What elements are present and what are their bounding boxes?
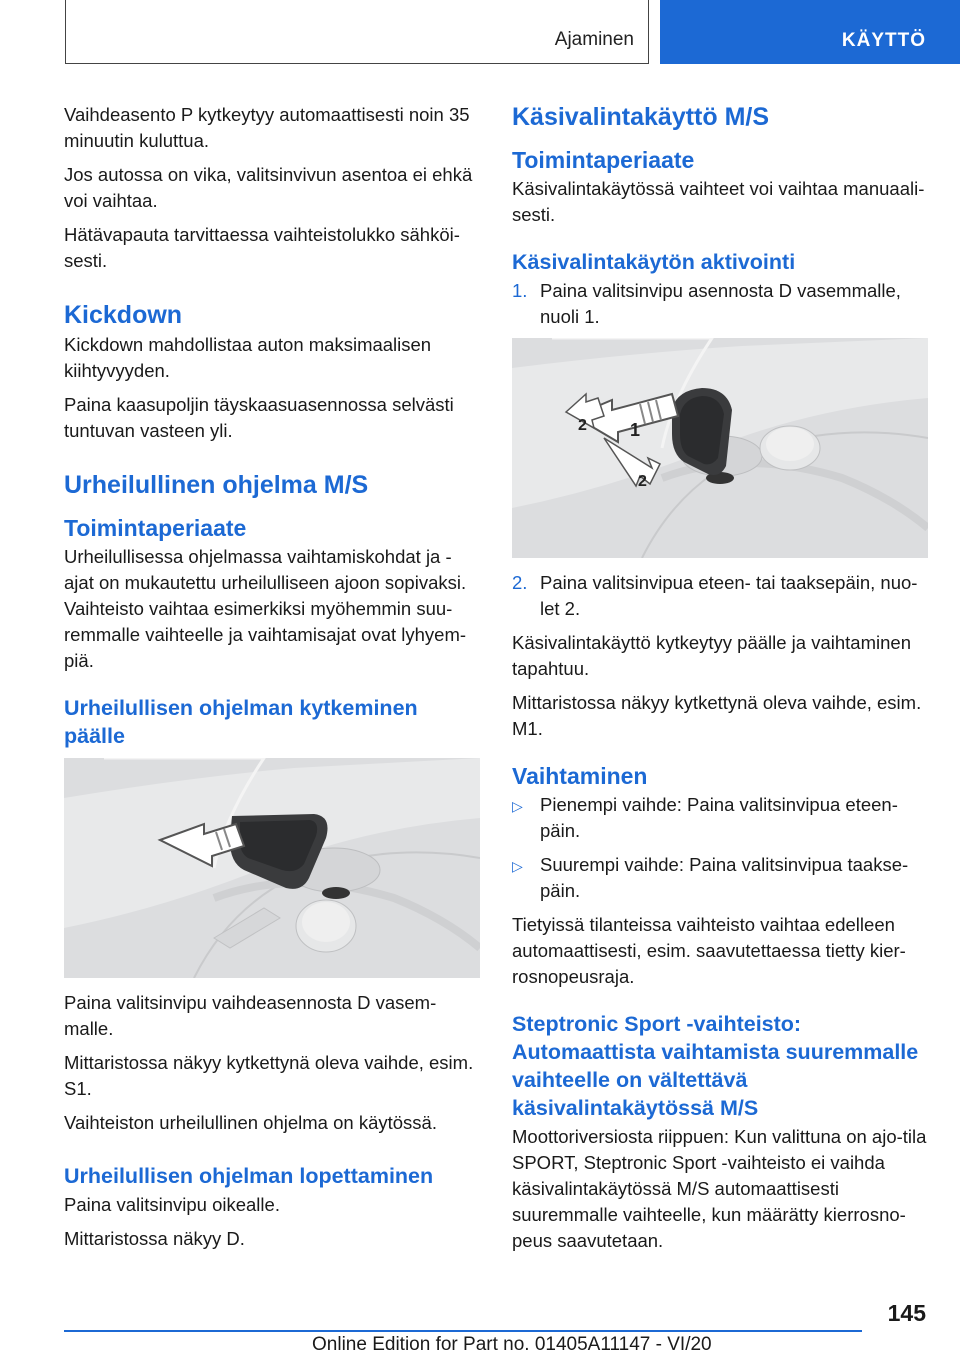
paragraph: Kickdown mahdollistaa auton maksimaalisen kiihtyvyyden.: [64, 334, 432, 381]
header-section-box: [65, 0, 649, 64]
step-text: Paina valitsinvipua eteen- tai taaksepäin, nuo-let 2.: [540, 572, 918, 619]
paragraph: Mittaristossa näkyy D.: [64, 1228, 245, 1249]
gear-selector-illustration-left: [64, 758, 480, 978]
heading-principle: Toimintaperiaate: [64, 515, 247, 541]
paragraph: Tietyissä tilanteissa vaihteisto vaihtaa edelleen automaattisesti, esim. saavutettaessa tietty kier-rosnopeusraja.: [512, 914, 906, 987]
triangle-right-icon: ▷: [512, 798, 523, 814]
paragraph: Käsivalintakäytössä vaihteet voi vaihtaa manuaali-sesti.: [512, 178, 925, 225]
list-item: [512, 570, 928, 622]
paragraph: Käsivalintakäyttö kytkeytyy päälle ja vaihtaminen tapahtuu.: [512, 632, 911, 679]
heading-shifting: Vaihtaminen: [512, 763, 648, 789]
heading-kickdown: Kickdown: [64, 301, 183, 329]
heading-principle: Toimintaperiaate: [512, 147, 695, 173]
list-item: [512, 852, 928, 904]
step-number: 1.: [512, 280, 528, 301]
heading-manual-activation: Käsivalintakäytön aktivointi: [512, 250, 796, 274]
heading-activate-sport: Urheilullisen ohjelman kytkeminen päälle: [64, 696, 418, 748]
bullet-text: Pienempi vaihde: Paina valitsinvipua eteen-päin.: [540, 794, 898, 841]
page-number: 145: [887, 1300, 926, 1326]
paragraph: Jos autossa on vika, valitsinvivun asentoa ei ehkä voi vaihtaa.: [64, 164, 473, 211]
paragraph: Hätävapauta tarvittaessa vaihteistolukko sähköi-sesti.: [64, 224, 460, 271]
gear-selector-illustration-right: [512, 338, 928, 558]
footer-divider: [64, 1330, 862, 1332]
arrow-label-1: 1: [630, 420, 641, 440]
list-item: [512, 792, 928, 844]
step-number: 2.: [512, 572, 528, 593]
heading-manual-mode: Käsivalintakäyttö M/S: [512, 103, 770, 131]
triangle-right-icon: ▷: [512, 858, 523, 874]
paragraph: Vaihdeasento P kytkeytyy automaattisesti noin 35 minuutin kuluttua.: [64, 104, 470, 151]
header-chapter-tab[interactable]: [660, 0, 960, 64]
paragraph: Paina valitsinvipu vaihdeasennosta D vasem-malle.: [64, 992, 437, 1039]
heading-steptronic: Steptronic Sport -vaihteisto: Automaattista vaihtamista suuremmalle vaihteelle on vältettävä käsivalintakäytössä M/S: [512, 1012, 919, 1120]
paragraph: Vaihteiston urheilullinen ohjelma on käytössä.: [64, 1112, 437, 1133]
header-section-title: Ajaminen: [554, 29, 634, 50]
paragraph: Mittaristossa näkyy kytkettynä oleva vaihde, esim. S1.: [64, 1052, 474, 1099]
paragraph: Urheilullisessa ohjelmassa vaihtamiskohdat ja -ajat on mukautettu urheilulliseen ajoon sopivaksi. Vaihteisto vaihtaa esimerkiksi myöhemmin suu-remmalle vaihteelle ja vaihtamisajat ovat lyhyem-piä.: [64, 546, 467, 671]
right-column: [512, 102, 928, 1262]
heading-deactivate-sport: Urheilullisen ohjelman lopettaminen: [64, 1164, 434, 1188]
paragraph: Mittaristossa näkyy kytkettynä oleva vaihde, esim. M1.: [512, 692, 922, 739]
list-item: [512, 278, 928, 330]
step-text: Paina valitsinvipu asennosta D vasemmalle, nuoli 1.: [540, 280, 901, 327]
gear-selector-left-svg: [64, 758, 480, 978]
bullet-text: Suurempi vaihde: Paina valitsinvipua taakse-päin.: [540, 854, 909, 901]
paragraph: Paina valitsinvipu oikealle.: [64, 1194, 280, 1215]
footer-edition: Online Edition for Part no. 01405A11147 - VI/20: [312, 1334, 712, 1355]
paragraph: Moottoriversiosta riippuen: Kun valittuna on ajo-tila SPORT, Steptronic Sport -vaihteisto ei vaihda käsivalintakäytössä M/S automaattisesti suuremmalle vaihteelle, kun määrätty kierrosno-peus saavutetaan.: [512, 1126, 927, 1251]
header-chapter-label: KÄYTTÖ: [841, 30, 926, 51]
gear-selector-right-svg: [512, 338, 928, 558]
arrow-label-2-bottom: 2: [638, 473, 647, 490]
left-column: [64, 102, 480, 1260]
paragraph: Paina kaasupoljin täyskaasuasennossa selvästi tuntuvan vasteen yli.: [64, 394, 454, 441]
heading-sport-program: Urheilullinen ohjelma M/S: [64, 471, 369, 499]
arrow-label-2-top: 2: [578, 417, 587, 434]
